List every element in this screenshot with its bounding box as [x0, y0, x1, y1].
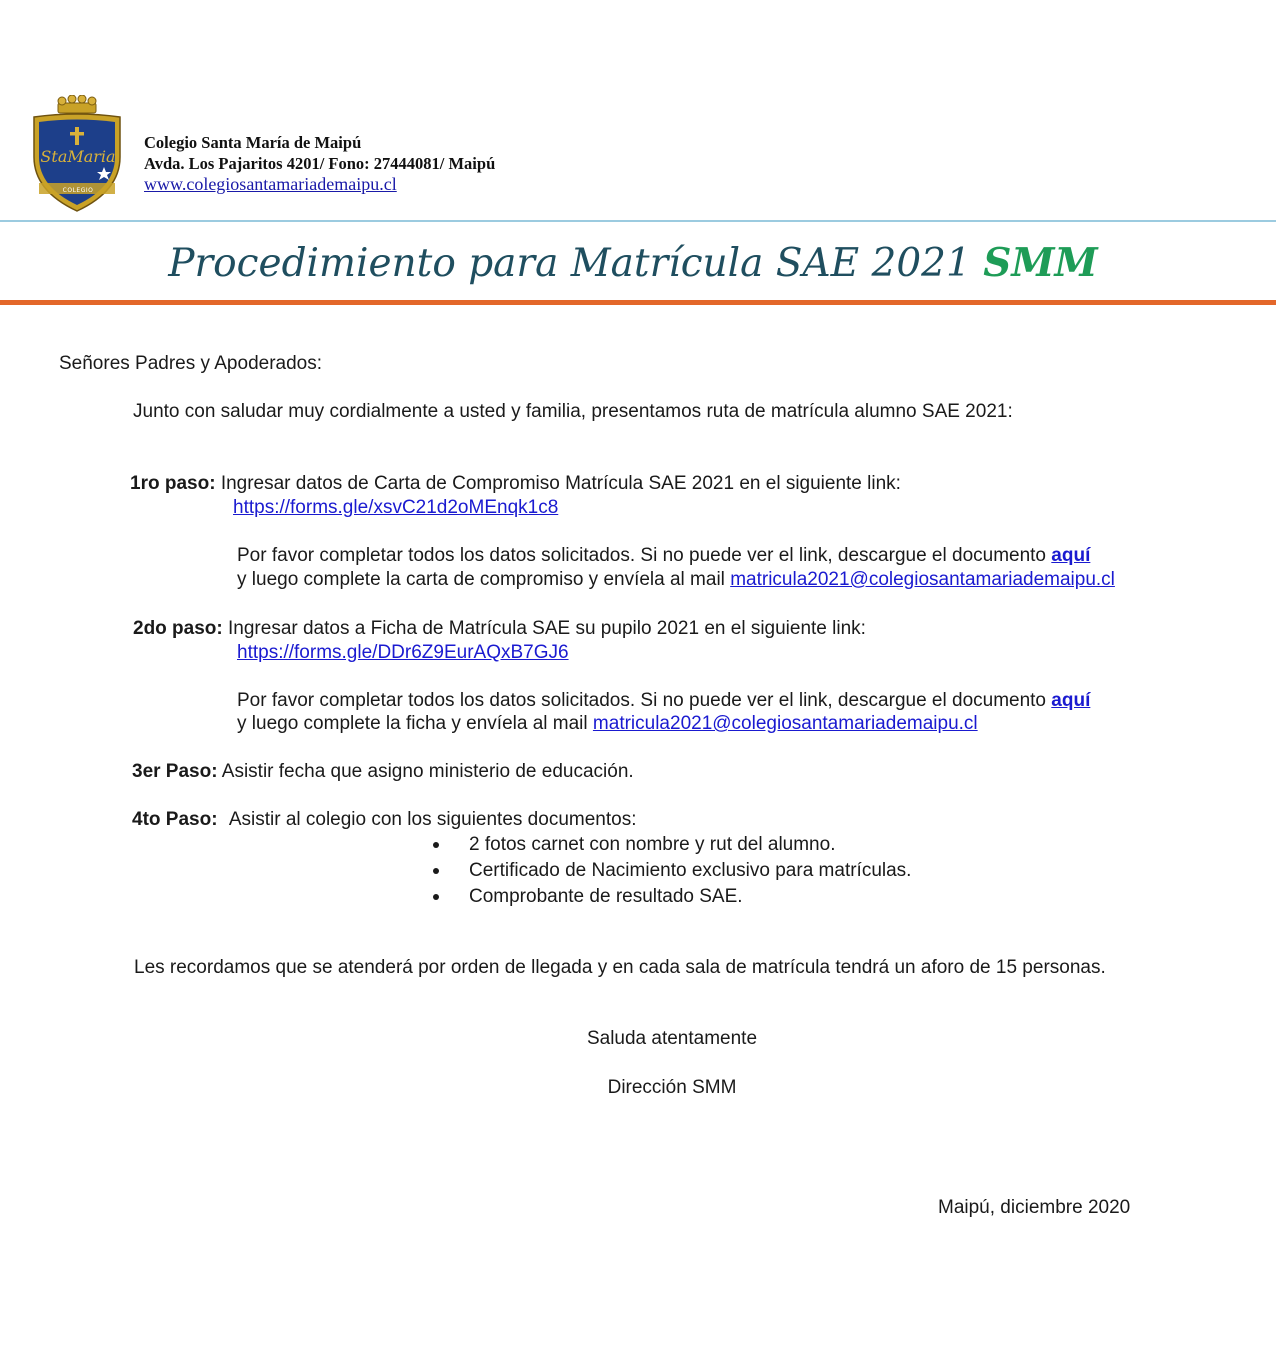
step-4-label: 4to Paso:	[132, 809, 218, 830]
document-date: Maipú, diciembre 2020	[938, 1197, 1131, 1218]
step-1-note-line-2	[237, 568, 1115, 592]
signature: Dirección SMM	[607, 1077, 737, 1098]
required-documents-list	[430, 832, 911, 910]
step-4	[132, 808, 636, 832]
step-3-text: Asistir fecha que asigno ministerio de educación.	[221, 761, 634, 782]
header-divider	[0, 220, 1276, 222]
page-title	[0, 240, 1266, 286]
step-1-note-text-2: y luego complete la carta de compromiso y envíela al mail	[237, 569, 725, 590]
step-2-note-text-2: y luego complete la ficha y envíela al mail	[237, 713, 588, 734]
step-2-form-link[interactable]: https://forms.gle/DDr6Z9EurAQxB7GJ6	[237, 642, 569, 663]
list-item: 2 fotos carnet con nombre y rut del alumno.	[430, 832, 911, 858]
greeting: Señores Padres y Apoderados:	[59, 353, 323, 374]
step-2-label: 2do paso:	[133, 618, 223, 639]
logo-text: StaMaria	[40, 147, 116, 166]
step-2-download-link[interactable]: aquí	[1051, 690, 1091, 711]
school-name: Colegio Santa María de Maipú	[144, 133, 362, 152]
step-2-note-text: Por favor completar todos los datos solicitados. Si no puede ver el link, descargue el documento	[237, 690, 1047, 711]
reminder-paragraph: Les recordamos que se atenderá por orden de llegada y en cada sala de matrícula tendrá un aforo de 15 personas.	[134, 957, 1106, 978]
step-4-text: Asistir al colegio con los siguientes documentos:	[228, 809, 637, 830]
step-2-email-link[interactable]: matricula2021@colegiosantamariademaipu.cl	[592, 713, 978, 734]
step-2	[133, 617, 866, 641]
step-3-label: 3er Paso:	[132, 761, 218, 782]
step-2-note-line-1	[237, 689, 1090, 713]
school-website-link[interactable]: www.colegiosantamariademaipu.cl	[144, 174, 397, 194]
list-item: Comprobante de resultado SAE.	[430, 884, 911, 910]
logo-subtext: COLEGIO	[62, 187, 94, 194]
title-divider	[0, 300, 1276, 305]
step-1-text: Ingresar datos de Carta de Compromiso Matrícula SAE 2021 en el siguiente link:	[220, 473, 901, 494]
school-address: Avda. Los Pajaritos 4201/ Fono: 27444081/ Maipú	[144, 154, 496, 173]
intro-paragraph: Junto con saludar muy cordialmente a usted y familia, presentamos ruta de matrícula alumno SAE 2021:	[133, 401, 1013, 422]
step-1-label: 1ro paso:	[130, 473, 216, 494]
title-accent: SMM	[983, 240, 1098, 286]
crown-icon	[58, 95, 96, 113]
step-1	[130, 472, 901, 496]
step-1-note-line-1	[237, 544, 1090, 568]
closing-text: Saluda atentamente	[586, 1028, 758, 1049]
step-1-form-link[interactable]: https://forms.gle/xsvC21d2oMEnqk1c8	[233, 497, 559, 518]
step-3	[132, 760, 634, 784]
list-item: Certificado de Nacimiento exclusivo para matrículas.	[430, 858, 911, 884]
step-1-note-text: Por favor completar todos los datos solicitados. Si no puede ver el link, descargue el documento	[237, 545, 1047, 566]
step-1-download-link[interactable]: aquí	[1051, 545, 1091, 566]
title-main: Procedimiento para Matrícula SAE 2021	[168, 241, 971, 286]
school-info	[144, 132, 495, 195]
step-2-note-line-2	[237, 712, 978, 736]
step-1-email-link[interactable]: matricula2021@colegiosantamariademaipu.cl	[730, 569, 1115, 590]
step-2-text: Ingresar datos a Ficha de Matrícula SAE su pupilo 2021 en el siguiente link:	[228, 618, 866, 639]
